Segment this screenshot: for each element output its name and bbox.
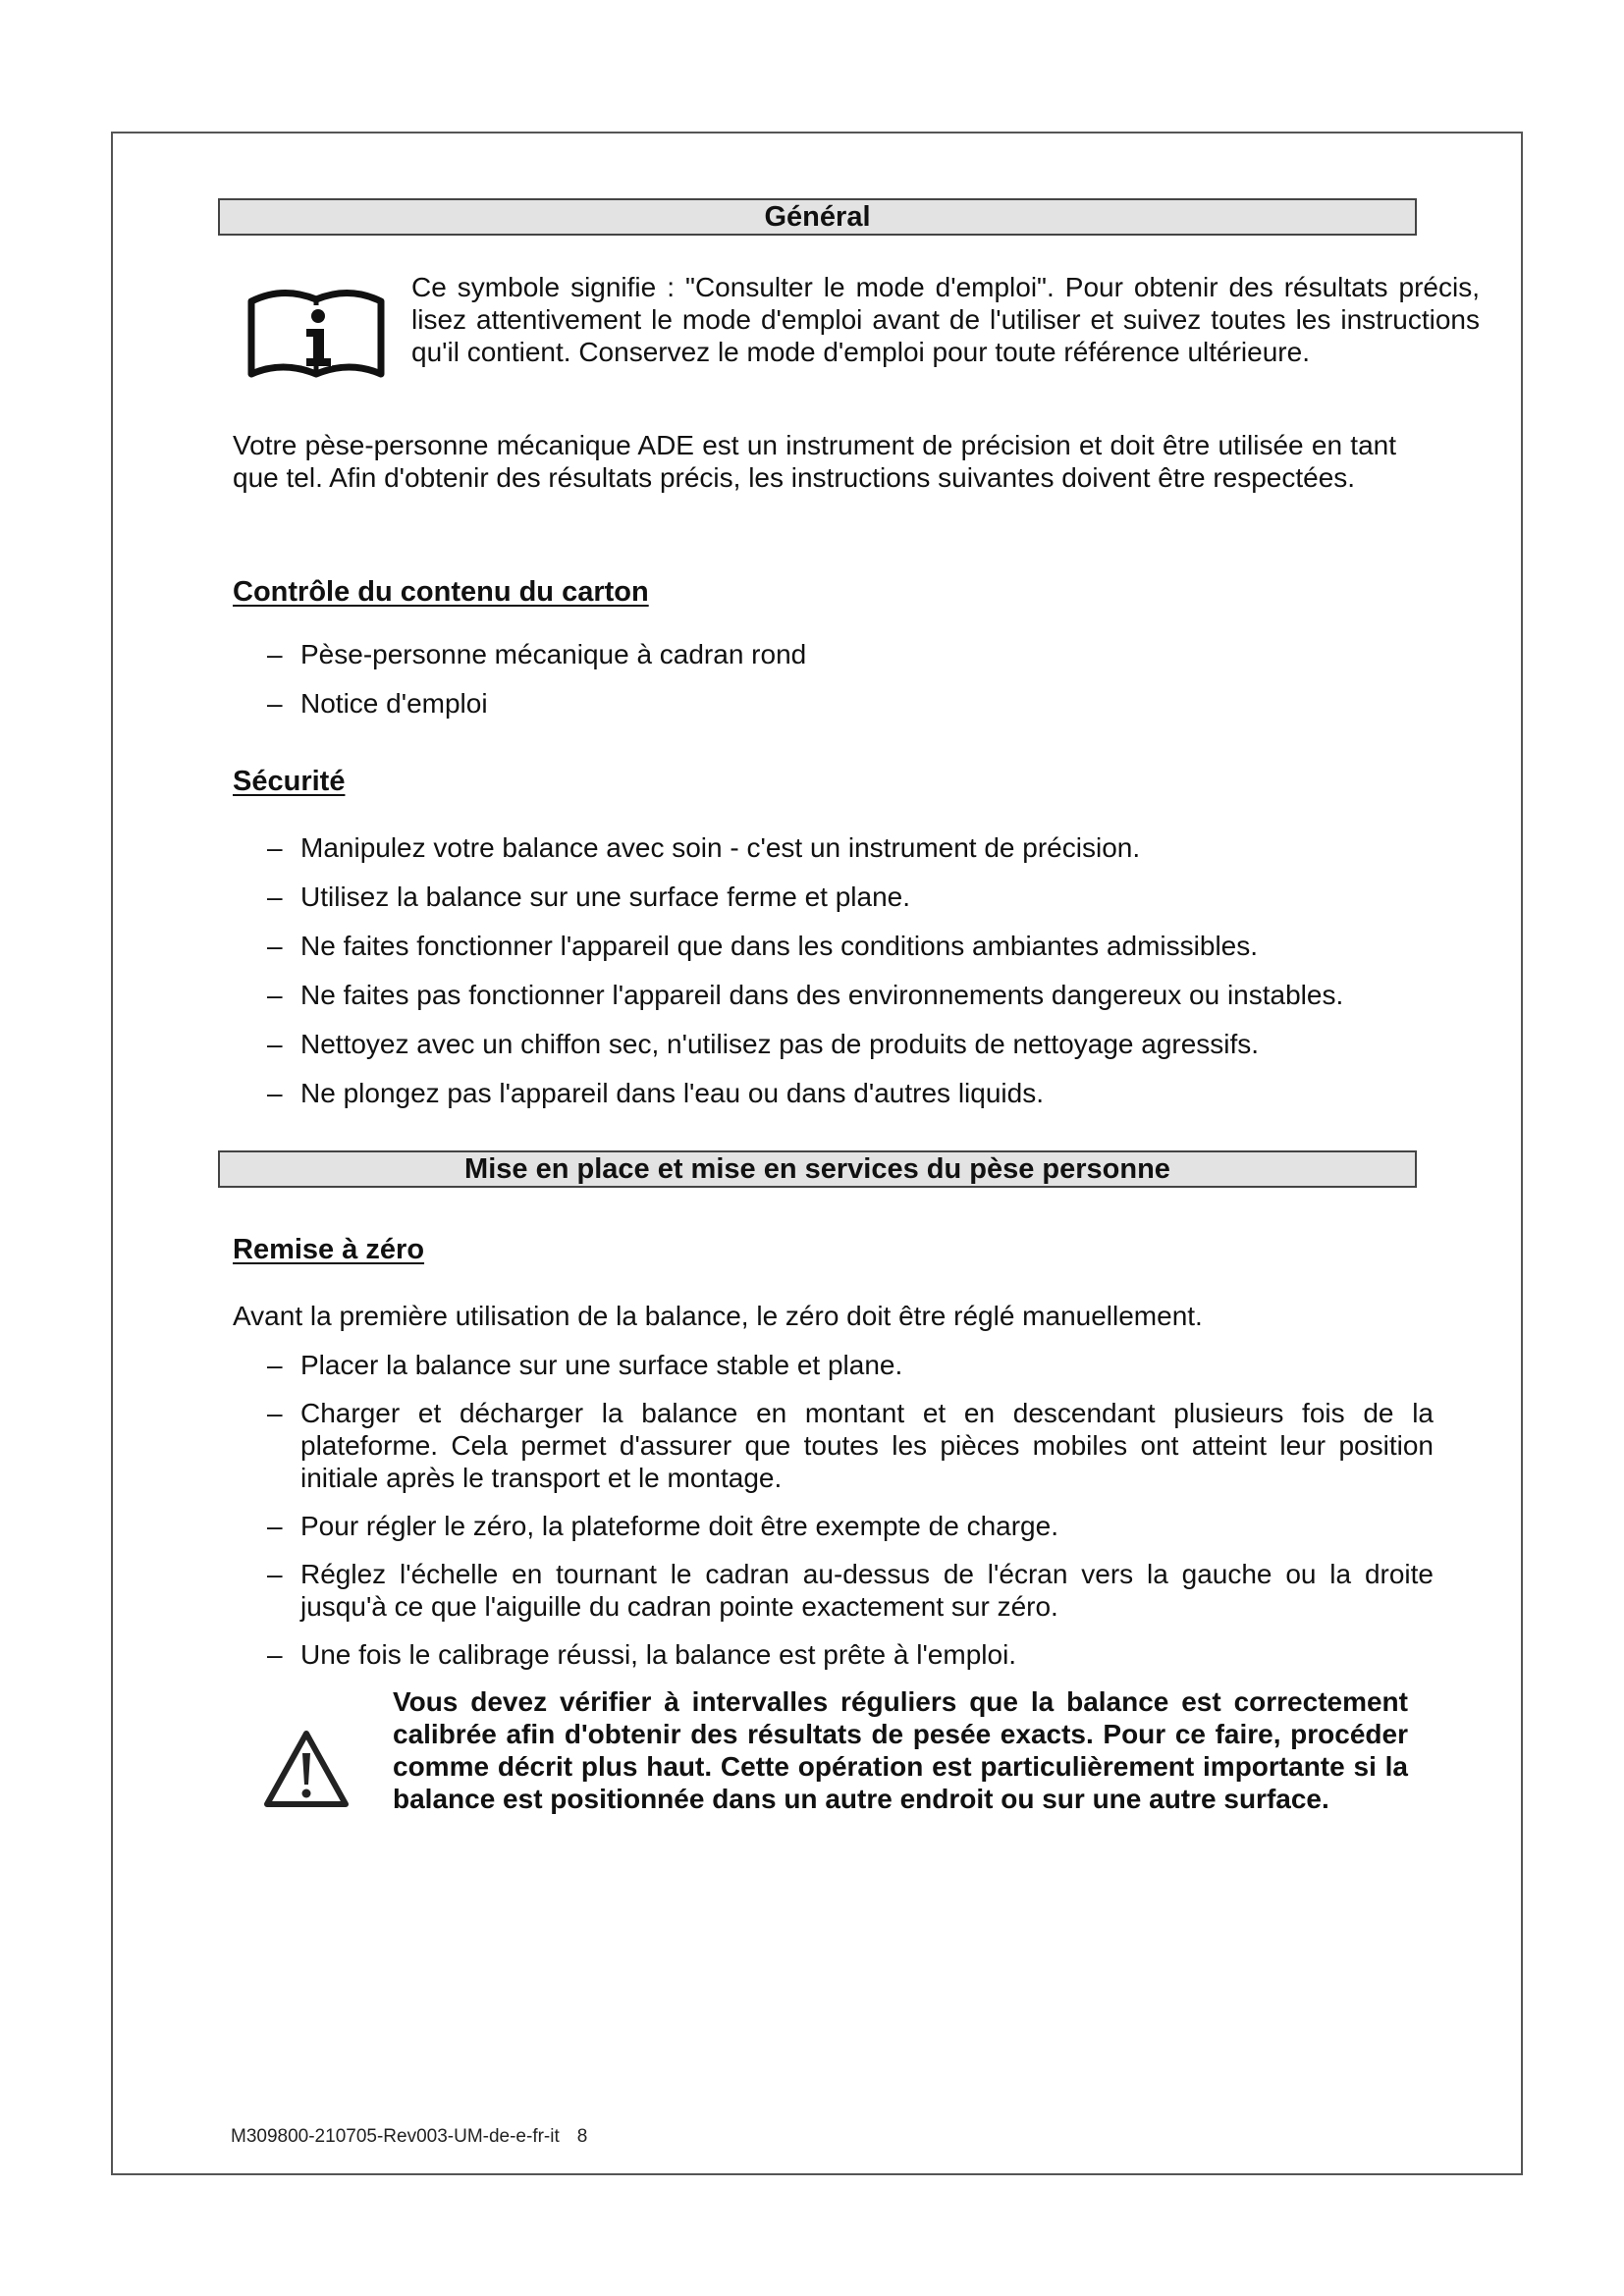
list-item — [265, 1638, 1434, 1671]
page-number: 8 — [576, 2126, 588, 2147]
dash-bullet: – — [267, 1398, 283, 1428]
list-item — [265, 1397, 1434, 1494]
list-item — [265, 687, 1434, 720]
section-title-setup: Mise en place et mise en services du pèse personne — [218, 1150, 1417, 1188]
list-item-text: Ne faites pas fonctionner l'appareil dans des environnements dangereux ou instables. — [300, 980, 1344, 1010]
dash-bullet: – — [267, 1078, 283, 1108]
list-item-text: Pour régler le zéro, la plateforme doit être exempte de charge. — [300, 1511, 1058, 1541]
dash-bullet: – — [267, 881, 283, 912]
contents-heading: Contrôle du contenu du carton — [233, 576, 649, 608]
list-item-text: Une fois le calibrage réussi, la balance est prête à l'emploi. — [300, 1639, 1017, 1670]
contents-list — [265, 638, 1434, 720]
dash-bullet: – — [267, 1350, 283, 1380]
section-title-general: Général — [218, 198, 1417, 236]
list-item-text: Utilisez la balance sur une surface ferme et plane. — [300, 881, 910, 912]
safety-list — [265, 831, 1434, 1109]
list-item-text: Charger et décharger la balance en montant et en descendant plusieurs fois de la plateforme. Cela permet d'assurer que toutes les pièces mobiles ont atteint leur position initiale après le transport et le montage. — [300, 1398, 1434, 1493]
footer — [231, 2126, 587, 2148]
intro-paragraph: Votre pèse-personne mécanique ADE est un instrument de précision et doit être utilisée en tant que tel. Afin d'obtenir des résultats précis, les instructions suivantes doivent être respectées. — [233, 430, 1396, 493]
list-item — [265, 930, 1434, 962]
list-item — [265, 979, 1434, 1011]
list-item — [265, 1558, 1434, 1623]
doc-code: M309800-210705-Rev003-UM-de-e-fr-it — [231, 2126, 560, 2147]
dash-bullet: – — [267, 688, 283, 719]
calibration-warning: Vous devez vérifier à intervalles réguliers que la balance est correctement calibrée afin d'obtenir des résultats de pesée exacts. Pour ce faire, procéder comme décrit plus haut. Cette opération est particulièrement importante si la balance est positionnée dans un autre endroit ou sur une autre surface. — [393, 1686, 1408, 1814]
list-item-text: Notice d'emploi — [300, 688, 488, 719]
list-item-text: Pèse-personne mécanique à cadran rond — [300, 639, 807, 669]
list-item — [265, 881, 1434, 913]
symbol-note: Ce symbole signifie : "Consulter le mode d'emploi". Pour obtenir des résultats précis, lisez attentivement le mode d'emploi avant de l'utiliser et suivez toutes les instructions qu'il contient. Conservez le mode d'emploi pour toute référence ultérieure. — [411, 272, 1480, 367]
list-item — [265, 1077, 1434, 1109]
list-item — [265, 1510, 1434, 1542]
dash-bullet: – — [267, 1639, 283, 1670]
dash-bullet: – — [267, 1559, 283, 1589]
dash-bullet: – — [267, 832, 283, 863]
dash-bullet: – — [267, 931, 283, 961]
consult-instructions-icon — [247, 280, 385, 382]
list-item — [265, 831, 1434, 864]
dash-bullet: – — [267, 639, 283, 669]
list-item-text: Réglez l'échelle en tournant le cadran au-dessus de l'écran vers la gauche ou la droite jusqu'à ce que l'aiguille du cadran pointe exactement sur zéro. — [300, 1559, 1434, 1622]
dash-bullet: – — [267, 980, 283, 1010]
list-item — [265, 638, 1434, 670]
zero-intro: Avant la première utilisation de la balance, le zéro doit être réglé manuellement. — [233, 1301, 1203, 1331]
list-item — [265, 1349, 1434, 1381]
zero-heading: Remise à zéro — [233, 1234, 425, 1265]
warning-triangle-icon — [263, 1730, 350, 1808]
safety-heading: Sécurité — [233, 766, 346, 797]
zero-list — [265, 1349, 1434, 1671]
list-item-text: Placer la balance sur une surface stable et plane. — [300, 1350, 903, 1380]
list-item-text: Nettoyez avec un chiffon sec, n'utilisez pas de produits de nettoyage agressifs. — [300, 1029, 1260, 1059]
list-item-text: Ne faites fonctionner l'appareil que dans les conditions ambiantes admissibles. — [300, 931, 1259, 961]
list-item-text: Manipulez votre balance avec soin - c'est un instrument de précision. — [300, 832, 1141, 863]
list-item-text: Ne plongez pas l'appareil dans l'eau ou dans d'autres liquids. — [300, 1078, 1044, 1108]
dash-bullet: – — [267, 1029, 283, 1059]
dash-bullet: – — [267, 1511, 283, 1541]
list-item — [265, 1028, 1434, 1060]
